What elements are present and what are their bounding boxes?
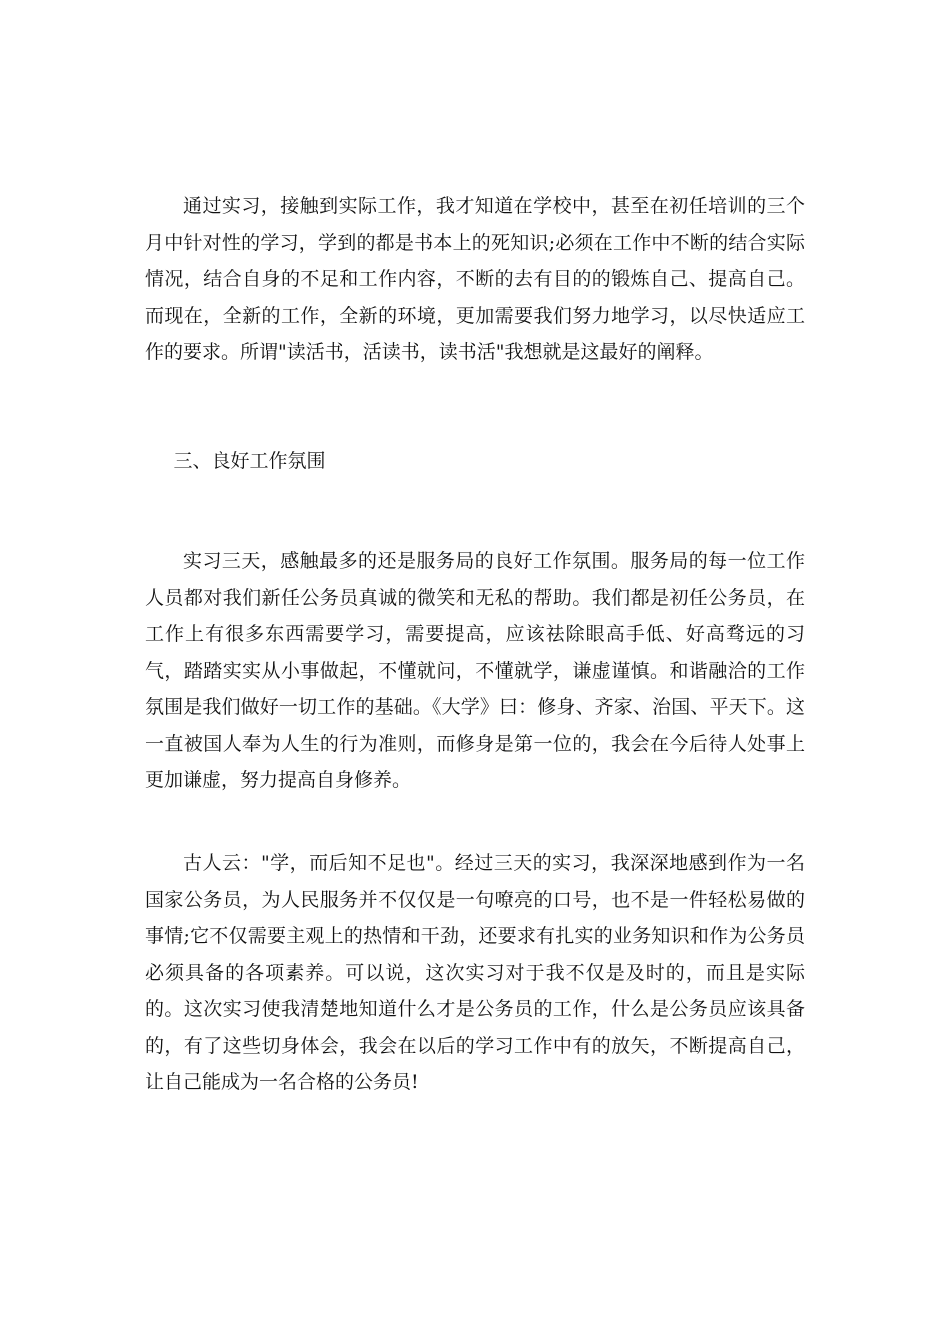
paragraph-work-atmosphere: 实习三天，感触最多的还是服务局的良好工作氛围。服务局的每一位工作人员都对我们新任公务员真诚的微笑和无私的帮助。我们都是初任公务员，在工作上有很多东西需要学习，需要提高，应该祛除眼高手低、好高骛远的习气，踏踏实实从小事做起，不懂就问，不懂就学，谦虚谨慎。和谐融洽的工作氛围是我们做好一切工作的基础。《大学》曰：修身、齐家、治国、平天下。这一直被国人奉为人生的行为准则，而修身是第一位的，我会在今后待人处事上更加谦虚，努力提高自身修养。 — [145, 550, 805, 791]
paragraph-conclusion: 古人云："学，而后知不足也"。经过三天的实习，我深深地感到作为一名国家公务员，为人民服务并不仅仅是一句嘹亮的口号，也不是一件轻松易做的事情;它不仅需要主观上的热情和干劲，还要求有扎实的业务知识和作为公务员必须具备的各项素养。可以说，这次实习对于我不仅是及时的，而且是实际的。这次实习使我清楚地知道什么才是公务员的工作，什么是公务员应该具备的，有了这些切身体会，我会在以后的学习工作中有的放矢，不断提高自己，让自己能成为一名合格的公务员! — [145, 852, 805, 1093]
paragraph-internship-learning: 通过实习，接触到实际工作，我才知道在学校中，甚至在初任培训的三个月中针对性的学习，学到的都是书本上的死知识;必须在工作中不断的结合实际情况，结合自身的不足和工作内容，不断的去有目的的锻炼自己、提高自己。而现在，全新的工作，全新的环境，更加需要我们努力地学习，以尽快适应工作的要求。所谓"读活书，活读书，读书活"我想就是这最好的阐释。 — [145, 195, 805, 363]
section-heading-work-atmosphere: 三、良好工作氛围 — [173, 450, 326, 472]
